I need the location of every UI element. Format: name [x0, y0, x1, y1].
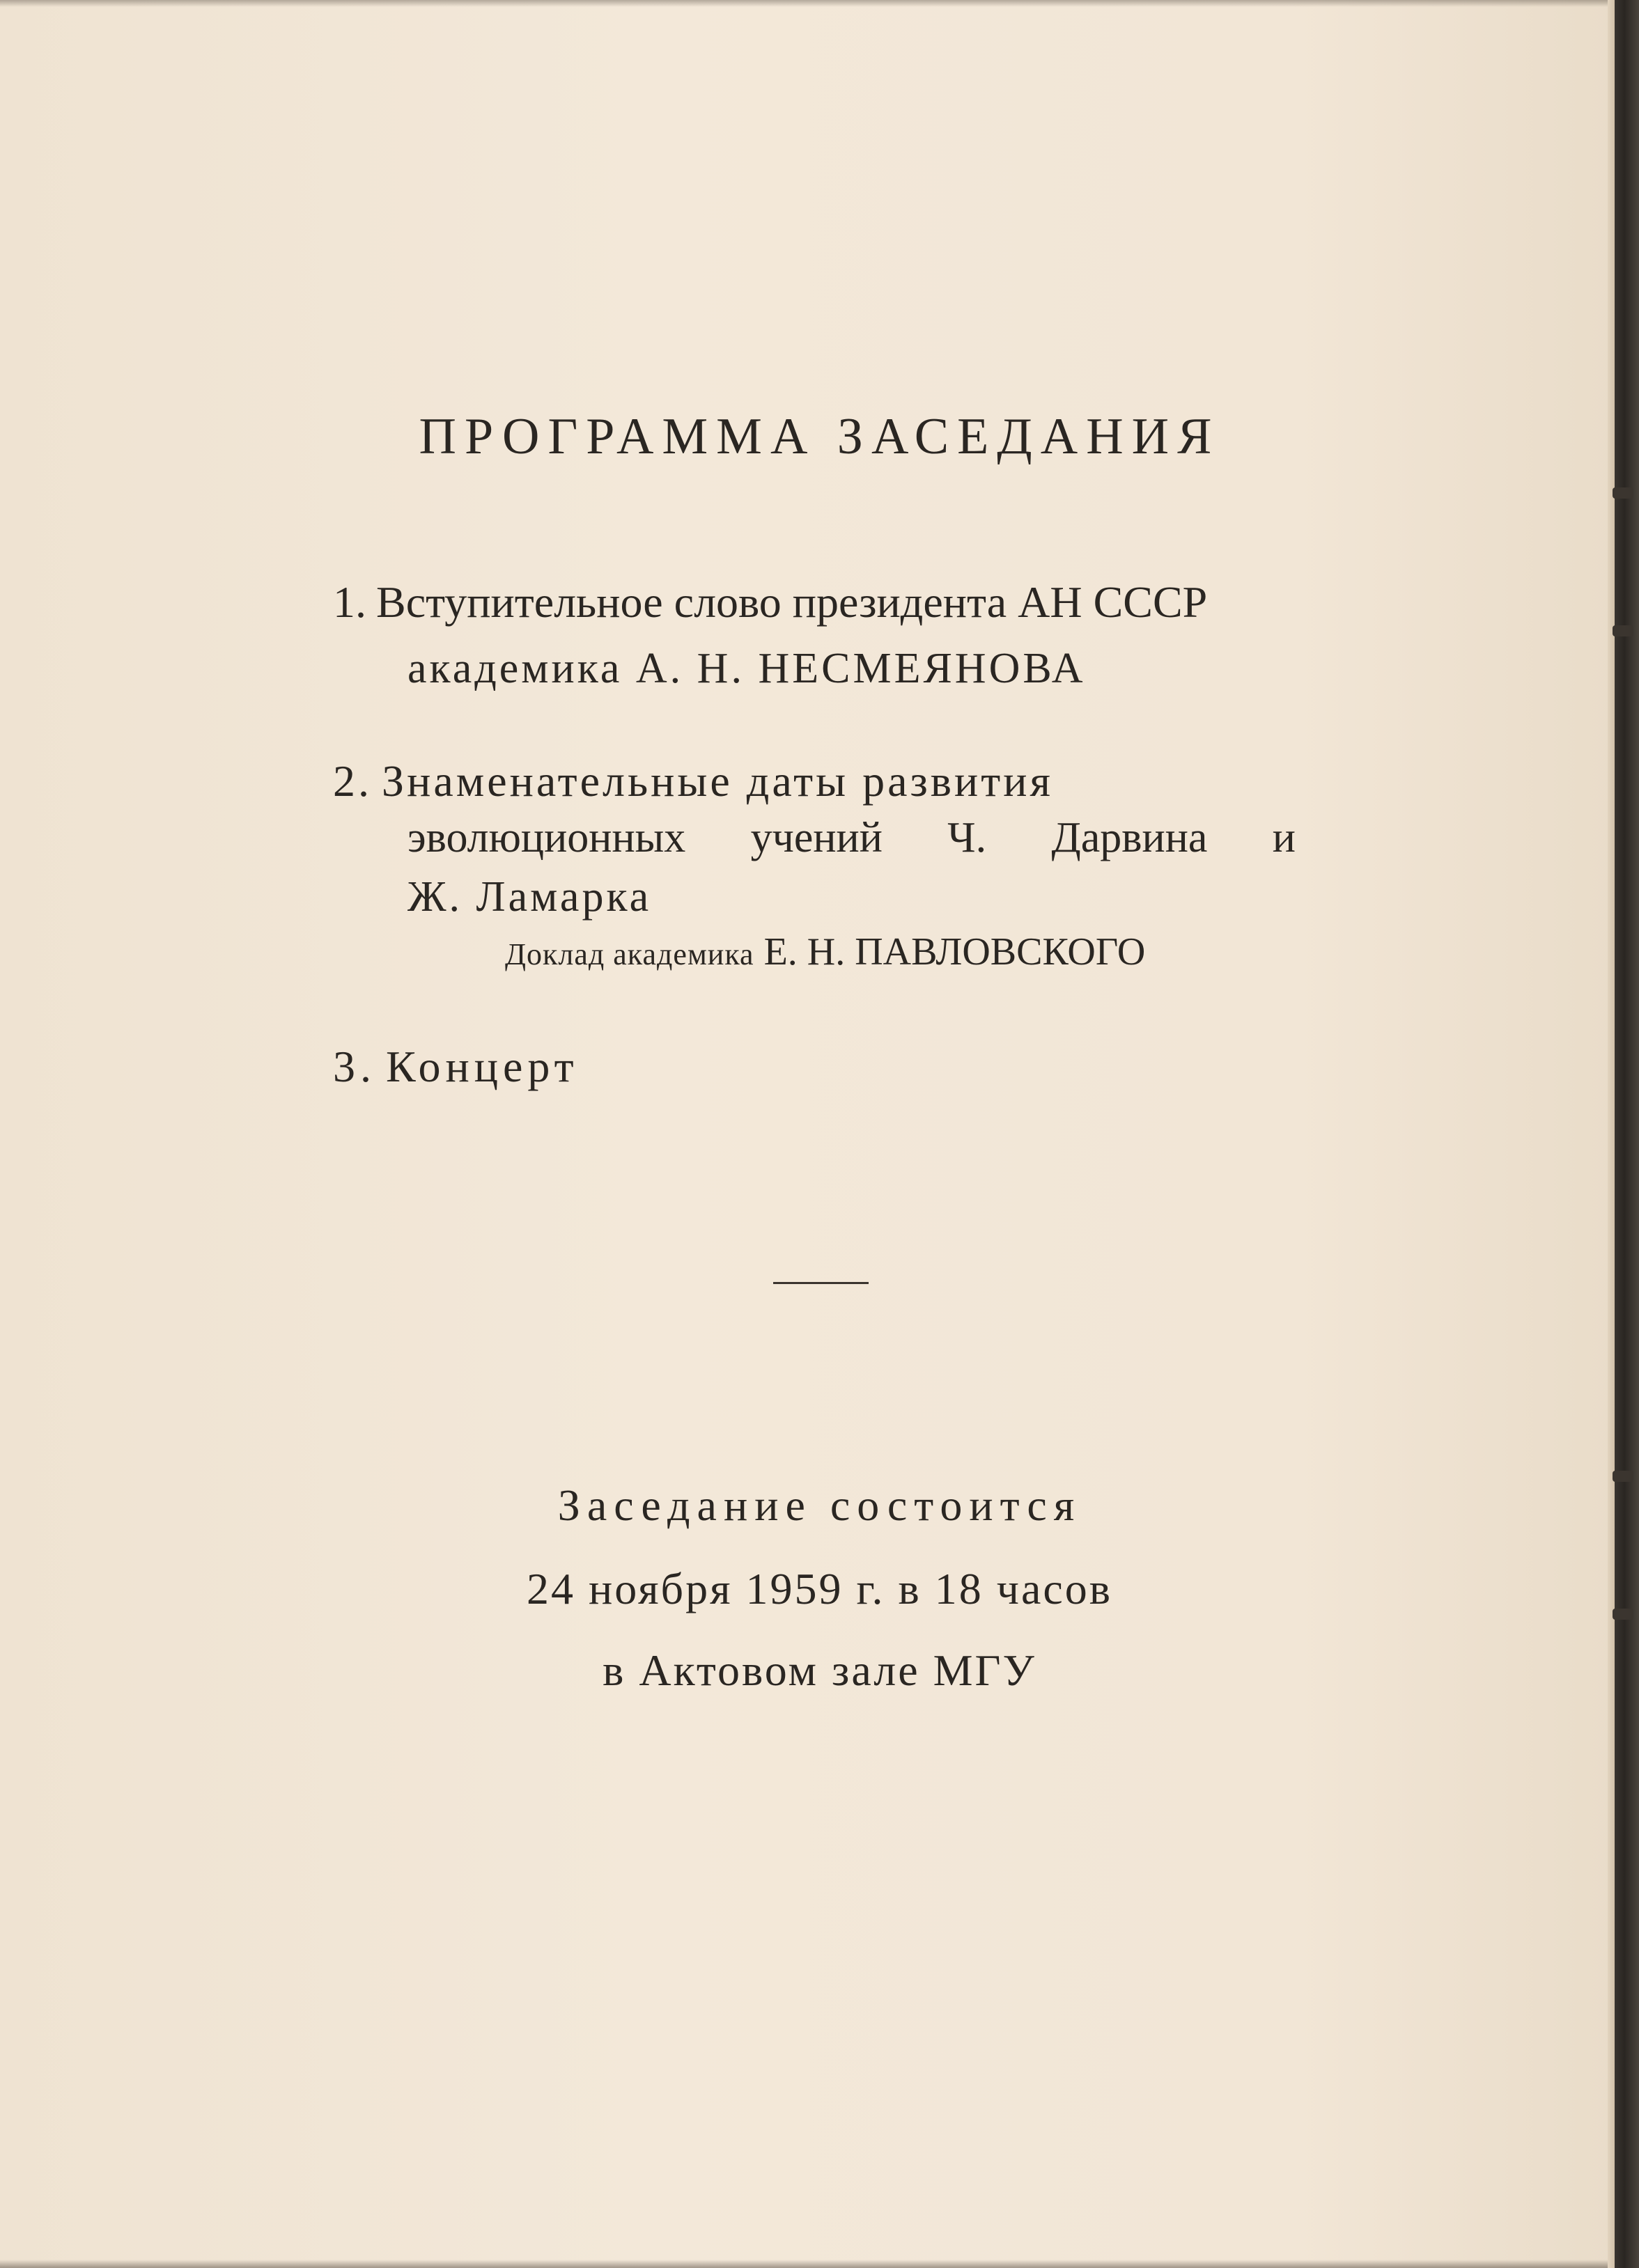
- program-item-2-line-2: [407, 813, 1296, 863]
- page-top-shadow: [0, 0, 1615, 7]
- item-text: Знаменательные даты развития: [382, 756, 1053, 806]
- item-number: 1.: [333, 577, 366, 627]
- report-prefix: Доклад академика: [505, 937, 754, 971]
- binding-stitch: [1613, 487, 1633, 499]
- footer-date-time: 24 ноября 1959 г. в 18 часов: [527, 1564, 1112, 1613]
- program-item-3: [333, 1041, 579, 1093]
- page-bottom-shadow: [0, 2260, 1615, 2268]
- program-item-2-line-3: Ж. Ламарка: [407, 873, 652, 921]
- word: и: [1272, 814, 1296, 861]
- item-number: 2.: [333, 756, 372, 806]
- item-number: 3.: [333, 1042, 376, 1091]
- report-name: Е. Н. ПАВЛОВСКОГО: [763, 930, 1146, 973]
- program-item-1-continuation: академика А. Н. НЕСМЕЯНОВА: [407, 645, 1086, 692]
- word: Дарвина: [1051, 814, 1208, 861]
- binding-edge: [1608, 0, 1615, 2268]
- word: эволюционных: [407, 814, 686, 861]
- footer-location: в Актовом зале МГУ: [603, 1645, 1036, 1695]
- word: учений: [750, 814, 883, 861]
- binding-stitch: [1613, 625, 1633, 636]
- word: Ч.: [947, 814, 987, 861]
- item-text: Концерт: [386, 1042, 579, 1091]
- program-item-2: [333, 756, 1053, 807]
- program-item-1: [333, 577, 1207, 628]
- book-binding: [1615, 0, 1639, 2268]
- section-divider: [773, 1282, 869, 1284]
- footer-line-1: Заседание состоится: [557, 1480, 1082, 1530]
- page-title: ПРОГРАММА ЗАСЕДАНИЯ: [419, 408, 1220, 465]
- report-speaker: [505, 930, 1145, 974]
- item-text: Вступительное слово президента АН СССР: [376, 577, 1208, 627]
